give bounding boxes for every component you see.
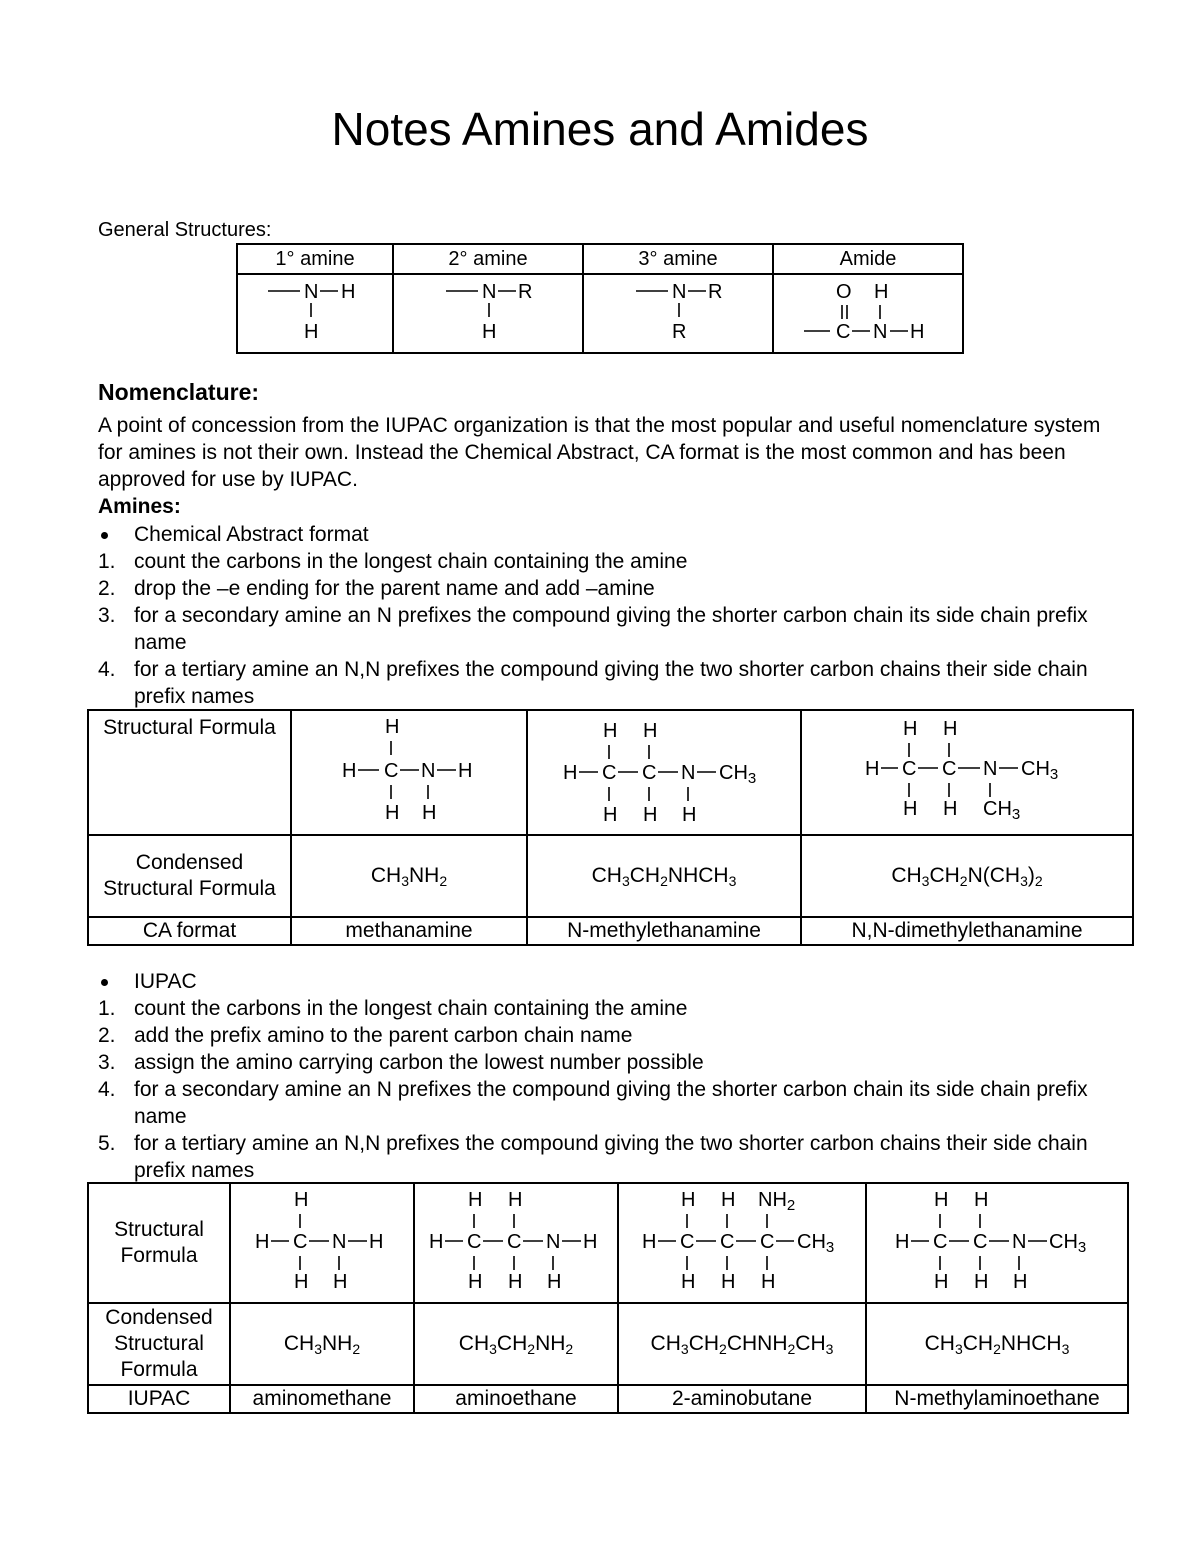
formula-subscript: 2 xyxy=(959,873,968,889)
atom: H xyxy=(865,758,880,780)
ca-format-table xyxy=(87,709,1134,946)
atom: H xyxy=(642,1231,657,1253)
atom-subscript: 3 xyxy=(825,1239,835,1256)
atom: H xyxy=(721,1189,736,1211)
tertiary-amine-diagram xyxy=(584,275,772,347)
iupac-rules-list xyxy=(98,968,1128,1184)
atom: H xyxy=(943,718,958,740)
atom: H xyxy=(468,1189,483,1211)
n-methylethanamine-diagram xyxy=(528,711,800,827)
atom: C xyxy=(642,762,657,784)
condensed-formula xyxy=(618,1303,866,1385)
atom: H xyxy=(294,1271,309,1293)
n-n-dimethylethanamine-diagram xyxy=(802,711,1132,827)
atom: H xyxy=(974,1271,989,1293)
atom: N xyxy=(332,1231,347,1253)
iupac-structure-4 xyxy=(866,1183,1128,1303)
formula-text: CH xyxy=(458,1332,490,1355)
formula-subscript: 3 xyxy=(1020,873,1028,889)
atom: H xyxy=(721,1271,736,1293)
list-item-text: for a tertiary amine an N,N prefixes the compound giving the two shorter carbon chains their side chain prefix names xyxy=(134,658,1088,708)
secondary-amine-diagram xyxy=(394,275,582,347)
atom: H xyxy=(342,760,357,782)
list-number: 2. xyxy=(98,577,116,600)
atom: H xyxy=(903,718,918,740)
atom-n: N xyxy=(672,281,687,303)
formula-subscript: 3 xyxy=(621,873,630,889)
compound-name: N,N-dimethylethanamine xyxy=(801,917,1133,945)
atom-h: H xyxy=(910,321,925,343)
atom-r: R xyxy=(708,281,723,303)
atom-bottom: R xyxy=(672,321,687,343)
iupac-table xyxy=(87,1182,1129,1414)
list-item xyxy=(98,995,1128,1022)
atom: H xyxy=(603,804,618,826)
condensed-formula xyxy=(414,1303,618,1385)
formula-text: CH xyxy=(924,1332,955,1355)
list-item xyxy=(98,656,1128,710)
list-item-text: count the carbons in the longest chain containing the amine xyxy=(134,550,688,573)
compound-name: aminoethane xyxy=(414,1385,618,1413)
list-item-text: drop the –e ending for the parent name and add –amine xyxy=(134,577,655,600)
formula-text: CHNH xyxy=(726,1332,788,1355)
formula-text: ) xyxy=(1027,864,1035,887)
formula-text: NH xyxy=(322,1332,353,1355)
atom: H xyxy=(255,1231,270,1253)
ca-structure-2 xyxy=(527,710,801,835)
formula-text: CH xyxy=(591,864,622,887)
primary-amine-diagram xyxy=(238,275,392,347)
atom: H xyxy=(468,1271,483,1293)
formula-text: CH xyxy=(496,1332,528,1355)
compound-name: 2-aminobutane xyxy=(618,1385,866,1413)
compound-name: methanamine xyxy=(291,917,527,945)
formula-subscript: 2 xyxy=(565,1341,574,1357)
list-item-text: add the prefix amino to the parent carbon chain name xyxy=(134,1024,633,1047)
formula-text: CH xyxy=(650,1332,681,1355)
row-label-iupac: IUPAC xyxy=(88,1385,230,1413)
atom: H xyxy=(761,1271,776,1293)
formula-subscript: 2 xyxy=(660,873,668,889)
condensed-formula xyxy=(527,835,801,917)
list-number: 5. xyxy=(98,1132,116,1155)
atom-text: CH xyxy=(719,762,748,784)
secondary-amine-structure xyxy=(393,274,583,353)
list-number: 1. xyxy=(98,550,116,573)
atom: N xyxy=(681,762,696,784)
nomenclature-paragraph: A point of concession from the IUPAC organization is that the most popular and useful nomenclature system for amines is not their own. Instead the Chemical Abstract, CA format is the most common and has been approved for use by IUPAC. xyxy=(98,414,1101,491)
formula-subscript: 3 xyxy=(680,1341,689,1357)
formula-subscript: 3 xyxy=(728,873,737,889)
formula-text: N(CH xyxy=(967,864,1021,887)
atom xyxy=(719,762,756,787)
formula-subscript: 2 xyxy=(439,873,448,889)
atom-text: CH xyxy=(983,798,1012,820)
condensed-formula xyxy=(291,835,527,917)
list-item xyxy=(98,1049,1128,1076)
atom: C xyxy=(902,758,917,780)
header-primary-amine: 1° amine xyxy=(237,244,393,274)
aminomethane-diagram xyxy=(231,1184,413,1295)
formula-subscript: 3 xyxy=(825,1341,834,1357)
atom: H xyxy=(583,1231,598,1253)
atom xyxy=(1049,1231,1086,1256)
compound-name: N-methylaminoethane xyxy=(866,1385,1128,1413)
list-number: 3. xyxy=(98,604,116,627)
list-number: 3. xyxy=(98,1051,116,1074)
atom-h: H xyxy=(341,281,356,303)
list-item-text: for a secondary amine an N prefixes the compound giving the shorter carbon chain its side chain prefix name xyxy=(134,1078,1088,1128)
formula-text: CH xyxy=(891,864,922,887)
row-label-condensed: Condensed Structural Formula xyxy=(88,1303,230,1385)
list-item xyxy=(98,548,1128,575)
formula-subscript: 3 xyxy=(921,873,930,889)
atom-subscript: 3 xyxy=(1049,766,1059,783)
formula-text: CH xyxy=(688,1332,720,1355)
atom: H xyxy=(1013,1271,1028,1293)
atom: H xyxy=(682,804,697,826)
list-number: 1. xyxy=(98,997,116,1020)
aminoethane-diagram xyxy=(415,1184,617,1295)
atom-subscript: 2 xyxy=(786,1197,796,1214)
atom: N xyxy=(421,760,436,782)
atom: C xyxy=(942,758,957,780)
atom: H xyxy=(943,798,958,820)
atom: H xyxy=(643,720,658,742)
atom-c: C xyxy=(836,321,851,343)
ca-structure-3 xyxy=(801,710,1133,835)
atom: H xyxy=(974,1189,989,1211)
atom: H xyxy=(458,760,473,782)
atom: H xyxy=(333,1271,348,1293)
condensed-formula xyxy=(801,835,1133,917)
atom: C xyxy=(467,1231,482,1253)
formula-text: CH xyxy=(962,1332,994,1355)
atom: H xyxy=(369,1231,384,1253)
atom: H xyxy=(643,804,658,826)
atom: H xyxy=(508,1271,523,1293)
atom: C xyxy=(507,1231,522,1253)
list-item-text: count the carbons in the longest chain containing the amine xyxy=(134,997,688,1020)
header-amide: Amide xyxy=(773,244,963,274)
2-aminobutane-diagram xyxy=(619,1184,865,1295)
amide-structure xyxy=(773,274,963,353)
atom: C xyxy=(973,1231,988,1253)
formula-text: CH xyxy=(370,864,402,887)
list-item xyxy=(98,521,1128,548)
atom: N xyxy=(546,1231,561,1253)
list-item xyxy=(98,1130,1128,1184)
atom: N xyxy=(983,758,998,780)
atom: C xyxy=(760,1231,775,1253)
atom-subscript: 3 xyxy=(747,770,757,787)
formula-subscript: 3 xyxy=(1061,1341,1070,1357)
amide-diagram xyxy=(774,275,962,347)
header-tertiary-amine: 3° amine xyxy=(583,244,773,274)
compound-name: N-methylethanamine xyxy=(527,917,801,945)
atom-h-top: H xyxy=(874,281,889,303)
atom: H xyxy=(681,1189,696,1211)
row-label-ca-format: CA format xyxy=(88,917,291,945)
nomenclature-heading: Nomenclature: xyxy=(98,379,260,405)
list-number: 4. xyxy=(98,1078,116,1101)
formula-subscript: 2 xyxy=(1034,873,1043,889)
condensed-formula xyxy=(866,1303,1128,1385)
atom xyxy=(1021,758,1058,783)
list-item-text: IUPAC xyxy=(134,970,197,993)
row-label-structural: Structural Formula xyxy=(88,1183,230,1303)
formula-text: CH xyxy=(629,864,661,887)
list-number: 2. xyxy=(98,1024,116,1047)
atom: H xyxy=(934,1271,949,1293)
atom: H xyxy=(385,802,400,824)
general-structures-table xyxy=(236,243,964,354)
formula-subscript: 2 xyxy=(993,1341,1001,1357)
formula-subscript: 3 xyxy=(954,1341,963,1357)
list-item xyxy=(98,968,1128,995)
atom xyxy=(758,1189,795,1214)
iupac-structure-1 xyxy=(230,1183,414,1303)
atom: H xyxy=(429,1231,444,1253)
page-title: Notes Amines and Amides xyxy=(331,103,869,155)
primary-amine-structure xyxy=(237,274,393,353)
atom: C xyxy=(384,760,399,782)
atom-o: O xyxy=(836,281,852,303)
n-methylaminoethane-diagram xyxy=(867,1184,1127,1295)
atom: H xyxy=(385,716,400,738)
atom-text: CH xyxy=(797,1231,826,1253)
amines-heading: Amines: xyxy=(98,495,181,518)
atom: H xyxy=(934,1189,949,1211)
atom-r: R xyxy=(518,281,533,303)
list-item-text: for a secondary amine an N prefixes the compound giving the shorter carbon chain its side chain prefix name xyxy=(134,604,1088,654)
condensed-formula xyxy=(230,1303,414,1385)
formula-subscript: 3 xyxy=(314,1341,322,1357)
ca-rules-list xyxy=(98,521,1128,710)
list-item-text: for a tertiary amine an N,N prefixes the compound giving the two shorter carbon chains their side chain prefix names xyxy=(134,1132,1088,1182)
atom-subscript: 3 xyxy=(1011,806,1021,823)
iupac-structure-3 xyxy=(618,1183,866,1303)
atom: H xyxy=(681,1271,696,1293)
formula-subscript: 3 xyxy=(489,1341,497,1357)
tertiary-amine-structure xyxy=(583,274,773,353)
list-item xyxy=(98,575,1128,602)
list-item xyxy=(98,1022,1128,1049)
general-structures-label: General Structures: xyxy=(98,219,272,241)
formula-subscript: 3 xyxy=(401,873,409,889)
compound-name: aminomethane xyxy=(230,1385,414,1413)
row-label-condensed: Condensed Structural Formula xyxy=(88,835,291,917)
atom-n: N xyxy=(873,321,888,343)
formula-subscript: 2 xyxy=(719,1341,727,1357)
atom: H xyxy=(903,798,918,820)
formula-text: CH xyxy=(795,1332,826,1355)
list-item xyxy=(98,1076,1128,1130)
list-item-text: Chemical Abstract format xyxy=(134,523,369,546)
atom-n: N xyxy=(482,281,497,303)
atom: C xyxy=(680,1231,695,1253)
atom-subscript: 3 xyxy=(1077,1239,1087,1256)
atom: N xyxy=(1012,1231,1027,1253)
atom-n: N xyxy=(304,281,319,303)
list-number: 4. xyxy=(98,658,116,681)
atom-text: NH xyxy=(758,1189,787,1211)
atom: C xyxy=(933,1231,948,1253)
atom xyxy=(983,798,1020,823)
row-label-structural: Structural Formula xyxy=(88,710,291,835)
atom xyxy=(797,1231,834,1256)
iupac-structure-2 xyxy=(414,1183,618,1303)
formula-text: NH xyxy=(409,864,440,887)
atom: H xyxy=(895,1231,910,1253)
formula-subscript: 2 xyxy=(352,1341,361,1357)
atom: C xyxy=(293,1231,308,1253)
atom: H xyxy=(547,1271,562,1293)
atom-text: CH xyxy=(1021,758,1050,780)
header-secondary-amine: 2° amine xyxy=(393,244,583,274)
atom-text: CH xyxy=(1049,1231,1078,1253)
methanamine-diagram xyxy=(292,711,526,827)
atom: C xyxy=(720,1231,735,1253)
atom: H xyxy=(603,720,618,742)
ca-structure-1 xyxy=(291,710,527,835)
formula-text: NHCH xyxy=(1000,1332,1062,1355)
formula-text: NH xyxy=(535,1332,566,1355)
formula-subscript: 2 xyxy=(787,1341,796,1357)
atom: H xyxy=(508,1189,523,1211)
list-item xyxy=(98,602,1128,656)
atom-bottom: H xyxy=(482,321,497,343)
formula-subscript: 2 xyxy=(527,1341,536,1357)
atom: H xyxy=(294,1189,309,1211)
formula-text: NHCH xyxy=(667,864,729,887)
formula-text: CH xyxy=(283,1332,315,1355)
atom-bottom: H xyxy=(304,321,319,343)
atom: C xyxy=(602,762,617,784)
atom: H xyxy=(422,802,437,824)
list-item-text: assign the amino carrying carbon the lowest number possible xyxy=(134,1051,704,1074)
atom: H xyxy=(563,762,578,784)
formula-text: CH xyxy=(929,864,960,887)
